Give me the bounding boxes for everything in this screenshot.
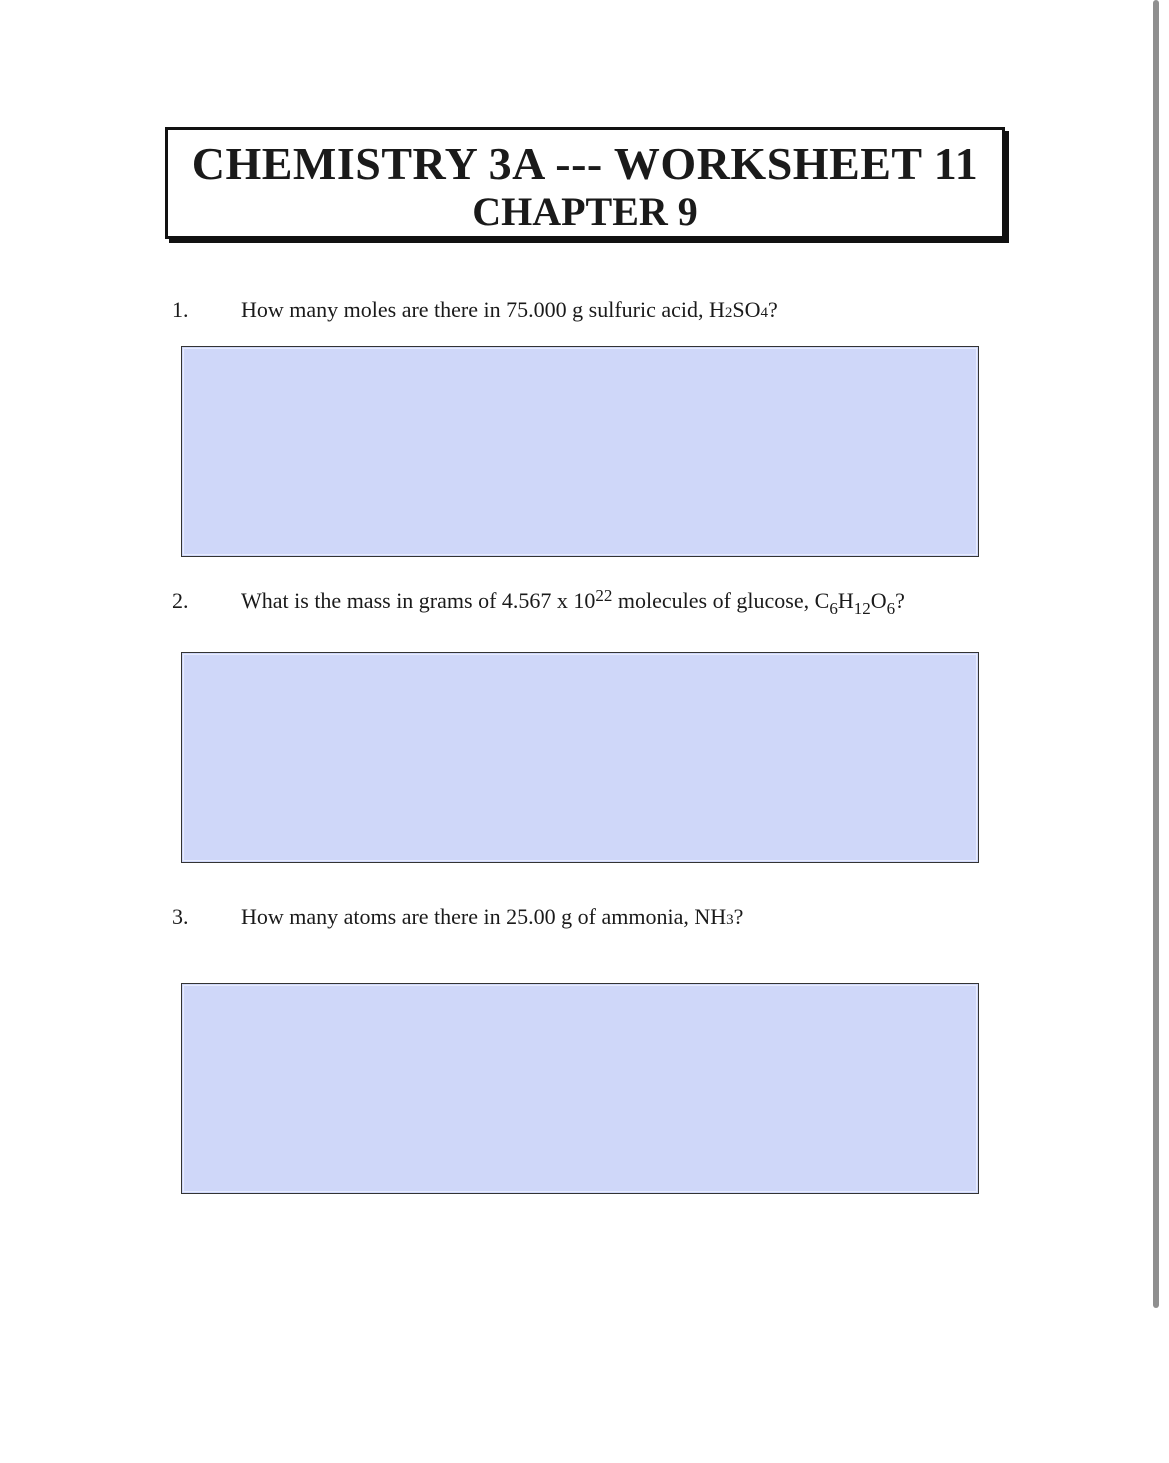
question-text — [241, 900, 743, 937]
question-2 — [0, 584, 1100, 618]
question-text-part: molecules of glucose, C — [612, 588, 830, 613]
question-text — [241, 293, 778, 330]
question-text-part: How many atoms are there in 25.00 g of ammonia, NH — [241, 904, 727, 929]
question-text-part: ? — [768, 297, 778, 322]
chapter-heading: CHAPTER 9 — [472, 189, 698, 234]
question-number: 2. — [172, 588, 189, 613]
question-text-part: How many moles are there in 75.000 g sulfuric acid, H — [241, 297, 725, 322]
question-number: 3. — [172, 904, 189, 929]
question-text-part: O — [870, 588, 887, 613]
formula-subscript: 3 — [726, 912, 734, 928]
question-text-part: ? — [733, 904, 744, 929]
formula-subscript: 4 — [760, 305, 768, 321]
question-text-part: ? — [895, 588, 905, 613]
question-number: 1. — [172, 297, 189, 322]
exponent-superscript: 22 — [595, 586, 613, 605]
answer-field-3[interactable] — [181, 983, 979, 1194]
answer-field-1[interactable] — [181, 346, 979, 557]
worksheet-title: CHEMISTRY 3A --- WORKSHEET 11 — [191, 138, 979, 189]
answer-field-2[interactable] — [181, 652, 979, 863]
question-text-part: SO — [732, 297, 761, 322]
question-1 — [0, 293, 1100, 327]
question-text-part: What is the mass in grams of 4.567 x 10 — [241, 588, 596, 613]
worksheet-title-box — [165, 127, 1005, 239]
formula-subscript: 6 — [829, 599, 838, 618]
formula-subscript: 2 — [724, 305, 733, 321]
formula-subscript: 6 — [886, 599, 896, 618]
question-text-part: H — [837, 588, 854, 613]
formula-subscript: 12 — [853, 599, 871, 618]
question-text — [241, 584, 905, 620]
vertical-scrollbar[interactable] — [1153, 0, 1159, 1308]
question-3 — [0, 900, 1100, 934]
